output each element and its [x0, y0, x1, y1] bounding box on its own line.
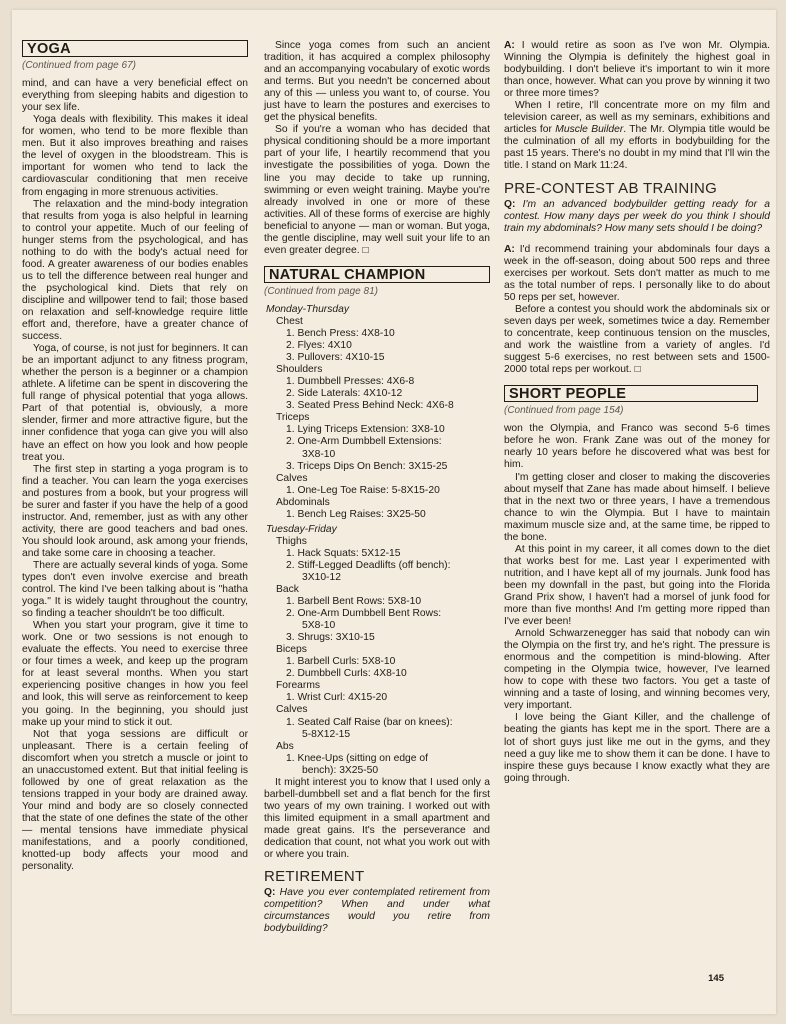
natural-champion-continued-note: (Continued from page 81): [264, 285, 378, 297]
yoga-paragraph: The relaxation and the mind-body integration that results from yoga is also helpful in learning to control your appetite. Much of our feeling of hunger stems from the psychological, and has nothing to do with the body's actual need for food. A greater awareness of our bodies enables us to tell the difference between real hunger and the psychological kind. Diets that rely on discipline and willpower tend to fail; those based on relaxation and self-knowledge require little effort and, therefore, have a greater chance of success.: [22, 198, 248, 343]
program-group: Calves: [276, 704, 308, 716]
program-group: Shoulders: [276, 364, 323, 376]
program-exercise: 2. One-Arm Dumbbell Extensions:: [286, 436, 442, 448]
program-exercise-sets: 3X8-10: [302, 448, 336, 460]
short-people-heading: SHORT PEOPLE: [504, 385, 758, 402]
yoga-paragraph: Yoga deals with flexibility. This makes it ideal for women, who tend to be more flexible than men. But it also improves breathing and raises the level of oxygen in the bloodstream. This is important for women who tend to lack the cardiovascular conditioning that men receive from engaging in more strenuous activities.: [22, 114, 248, 198]
program-day: Monday-Thursday: [266, 303, 349, 315]
short-people-paragraph: Arnold Schwarzenegger has said that nobody can win the Olympia on the first try, and he's right. The pressure is enormous and the competition is mind-blowing. After competing in the Olympia twice, however, I've learned how to cope with these two factors. You get a taste of winning and a taste of losing, and winning becomes very, very important.: [504, 628, 770, 712]
magazine-page: [12, 10, 776, 1014]
ab-training-heading: PRE-CONTEST AB TRAINING: [504, 179, 718, 197]
yoga-paragraph: Yoga, of course, is not just for beginners. It can be an important adjunct to any fitness program, whether the person is a beginner or a champion athlete. A lifetime can be spent in discovering the full range of physical potential that yoga allows. Part of that potential is, obviously, a more slender, firmer and more attractive figure, but the inner confidence that yoga can give you will also have an effect on how you look and how people treat you.: [22, 343, 248, 463]
program-exercise: 1. Barbell Curls: 5X8-10: [286, 656, 396, 668]
yoga-heading: YOGA: [22, 40, 248, 57]
retirement-answer-text: I would retire as soon as I've won Mr. Olympia. Winning the Olympia is definitely the highest goal in bodybuilding. I don't believe it's important to win it more than once, however. What can you prove by winning it two or three more times?: [504, 40, 770, 100]
ab-answer-continued: Before a contest you should work the abdominals six or seven days per week, sometimes twice a day. Remember to concentrate, keep continuous tension on the muscles, and work the waistline from a variety of angles. I'd suggest 5-6 exercises, no rest between sets and 1500-2000 total reps per workout. □: [504, 303, 770, 376]
program-exercise: 2. Flyes: 4X10: [286, 340, 352, 352]
question-label: Q:: [264, 887, 276, 899]
magazine-name: Muscle Builder: [555, 124, 624, 136]
program-exercise: 3. Shrugs: 3X10-15: [286, 632, 375, 644]
program-group: Calves: [276, 472, 308, 484]
program-exercise: 1. Bench Press: 4X8-10: [286, 328, 395, 340]
program-exercise: 1. Lying Triceps Extension: 3X8-10: [286, 424, 445, 436]
program-exercise: 1. Bench Leg Raises: 3X25-50: [286, 508, 426, 520]
ab-question: [504, 199, 770, 235]
retirement-answer-text: When I retire, I'll concentrate more on my film and television career, as well as my seminars, exhibitions and articles for: [504, 100, 770, 136]
short-people-paragraph: I love being the Giant Killer, and the challenge of beating the giants has kept me in the sport. There are a lot of short guys just like me out in the gyms, and they need a guy like me to show them it can be done. I have to inspire these guys because I know exactly what they are going through.: [504, 712, 770, 784]
ab-answer-text: I'd recommend training your abdominals four days a week in the off-season, doing about 500 reps and three exercises per workout. Sets don't matter as much to me as the total number of reps. I personally like to do about 50 reps per set, however.: [504, 243, 770, 303]
program-exercise-sets: 5X8-10: [302, 620, 336, 632]
yoga-paragraph: mind, and can have a very beneficial effect on everything from sleeping habits and digestion to your sex life.: [22, 78, 248, 114]
program-group: Forearms: [276, 680, 321, 692]
program-exercise: 3. Seated Press Behind Neck: 4X6-8: [286, 400, 454, 412]
program-group: Thighs: [276, 535, 307, 547]
program-exercise: 1. Knee-Ups (sitting on edge of: [286, 752, 428, 764]
program-group: Triceps: [276, 412, 310, 424]
program-group: Chest: [276, 315, 303, 327]
program-exercise: 1. Dumbbell Presses: 4X6-8: [286, 376, 415, 388]
answer-label: A:: [504, 40, 515, 51]
answer-label: A:: [504, 243, 515, 255]
program-group: Back: [276, 584, 299, 596]
program-exercise-sets: 5-8X12-15: [302, 728, 351, 740]
program-exercise: 1. Wrist Curl: 4X15-20: [286, 692, 388, 704]
yoga-paragraph: When you start your program, give it time to work. One or two sessions is not enough to evaluate the effects. You need to exercise three or four times a week, and keep up the program for at least several months. When you start experiencing positive changes in how you feel and look, this will serve as reinforcement to keep you going. In the beginning, you should just make up your mind to stick it out.: [22, 620, 248, 728]
program-group: Biceps: [276, 644, 307, 656]
yoga-paragraph: Not that yoga sessions are difficult or unpleasant. There is a certain feeling of discomfort when you stretch a muscle or joint to an unaccustomed extent. But that initial feeling is followed by one of great relaxation as the tensions trapped in your body are drained away. Your mind and body are so closely connected that the state of one defines the state of the other — mental tensions have immediate physical manifestations, and a poorly conditioned, knotted-up body affects your mood and personality.: [22, 728, 248, 873]
page-number: 145: [708, 973, 724, 984]
program-day: Tuesday-Friday: [266, 523, 337, 535]
program-exercise: 1. Barbell Bent Rows: 5X8-10: [286, 596, 422, 608]
yoga-paragraph: There are actually several kinds of yoga. Some types don't even involve exercise and breath control. The kind I've been talking about is "hatha yoga." It is widely taught throughout the country, so finding a teacher shouldn't be too difficult.: [22, 559, 248, 620]
short-people-paragraph: won the Olympia, and Franco was second 5-6 times before he won. Frank Zane was out of the money for nearly 10 years before he discovered what was best for him.: [504, 423, 770, 471]
yoga-continued-note: (Continued from page 67): [22, 60, 136, 72]
yoga-paragraph: The first step in starting a yoga program is to find a teacher. You can learn the yoga exercises and postures from a book, but your progress will be surer and faster if you have the help of a good instructor. And, remember, just as with any other activity, there are good teachers and bad ones. You should look around, ask among your friends, and take some care in choosing a teacher.: [22, 463, 248, 559]
program-exercise-sets: bench): 3X25-50: [302, 764, 379, 776]
program-exercise: 3. Triceps Dips On Bench: 3X15-25: [286, 460, 448, 472]
retirement-answer: [504, 40, 770, 100]
ab-question-text: I'm an advanced bodybuilder getting ready for a contest. How many days per week do you think I should train my abdominals? How many sets should I be doing?: [504, 198, 770, 234]
column-middle: [264, 40, 490, 935]
short-people-paragraph: I'm getting closer and closer to making the discoveries about myself that Zane has made about himself. I believe that in the next two or three years, I have a tremendous chance to win the Olympia. But I have to maintain maximum muscle size and, at the same time, be ripped to the bone.: [504, 471, 770, 543]
program-exercise: 1. Seated Calf Raise (bar on knees):: [286, 716, 453, 728]
program-exercise: 2. One-Arm Dumbbell Bent Rows:: [286, 608, 442, 620]
program-exercise: 2. Dumbbell Curls: 4X8-10: [286, 668, 407, 680]
column-left: [22, 40, 248, 873]
program-exercise: 1. Hack Squats: 5X12-15: [286, 547, 401, 559]
retirement-heading: RETIREMENT: [264, 868, 365, 886]
program-exercise: 3. Pullovers: 4X10-15: [286, 352, 385, 364]
retirement-question-text: Have you ever contemplated retirement from competition? When and under what circumstances would you retire from bodybuilding?: [264, 887, 490, 935]
workout-program: [264, 304, 490, 777]
retirement-question: [264, 887, 490, 935]
program-exercise: 1. One-Leg Toe Raise: 5-8X15-20: [286, 484, 440, 496]
ab-answer: [504, 244, 770, 304]
yoga-paragraph: So if you're a woman who has decided that physical conditioning should be a more important part of your life, I heartily recommend that you investigate the possibilities of yoga. Down the line you may decide to take up running, swimming or even weight training. Maybe you're already involved in one or more of these activities. All of these forms of exercise are highly beneficial to anyone — man or woman. But yoga, the gentle discipline, may well suit your life to an even greater degree. □: [264, 124, 490, 256]
short-people-continued-note: (Continued from page 154): [504, 405, 624, 417]
retirement-answer-text: . The Mr. Olympia title would be the culmination of all my efforts in bodybuilding for the past 15 years. There's no doubt in my mind that I'll win the title. I stand on Mark 11:24.: [504, 124, 770, 172]
question-label: Q:: [504, 198, 516, 210]
retirement-answer-continued: [504, 100, 770, 172]
program-group: Abdominals: [276, 496, 330, 508]
program-exercise: 2. Stiff-Legged Deadlifts (off bench):: [286, 559, 451, 571]
natural-champion-closing: It might interest you to know that I used only a barbell-dumbbell set and a flat bench for the first two years of my own training. I worked out with this limited equipment in a small apartment and made great gains. It's the perseverance and dedication that count, not what you work out with or where you train.: [264, 776, 490, 861]
natural-champion-heading: NATURAL CHAMPION: [264, 266, 490, 283]
column-right: [504, 40, 770, 785]
program-exercise-sets: 3X10-12: [302, 571, 341, 583]
program-exercise: 2. Side Laterals: 4X10-12: [286, 388, 403, 400]
short-people-paragraph: At this point in my career, it all comes down to the diet that works best for me. Last year I experimented with nutrition, and I have kept all of my journals. Junk food has been my downfall in the past, but going into the Florida Grand Prix show, I haven't had a morsel of junk food for more than five months! And I'm getting more ripped than I've ever been!: [504, 543, 770, 628]
program-group: Abs: [276, 740, 294, 752]
yoga-paragraph: Since yoga comes from such an ancient tradition, it has acquired a complex philosophy and an accompanying vocabulary of exotic words and terms. But you needn't be concerned about any of this — unless you want to, of course. You just have to learn the postures and exercises to get the physical benefits.: [264, 40, 490, 124]
